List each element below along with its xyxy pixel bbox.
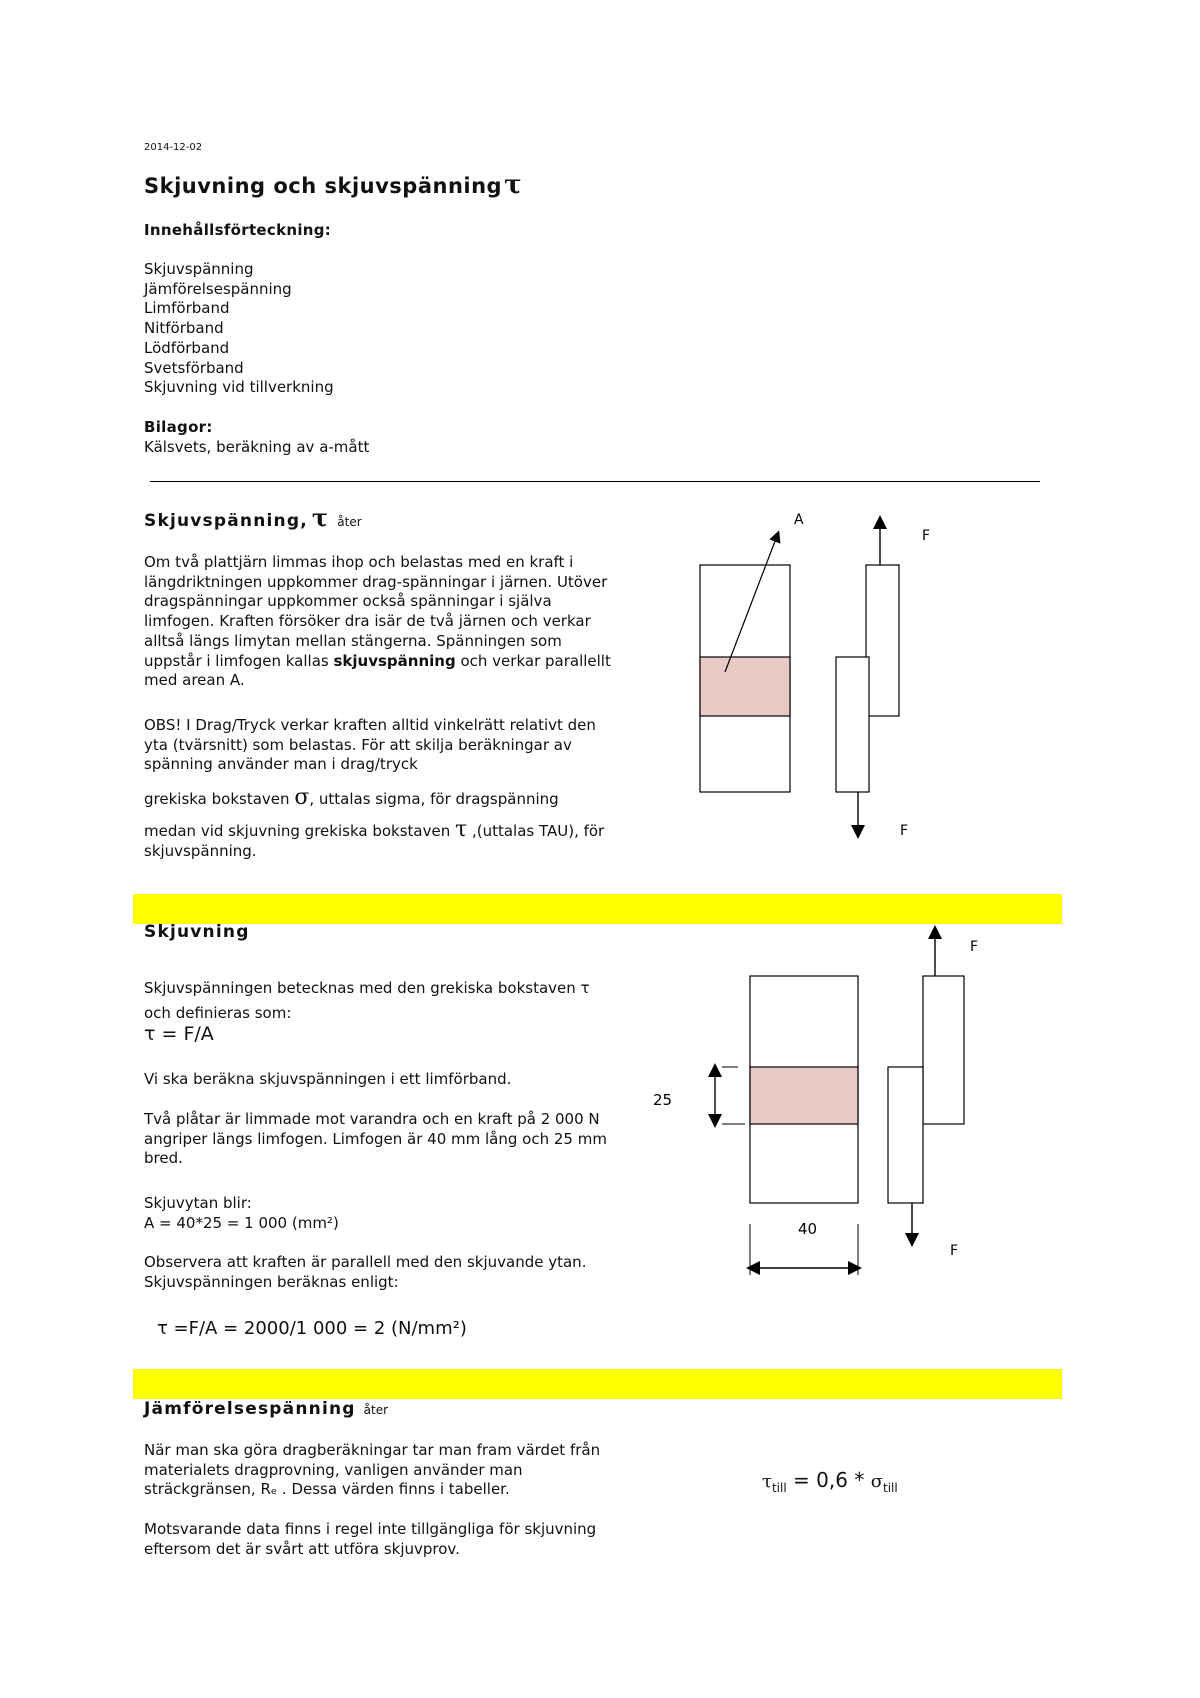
highlight-band (133, 1369, 1062, 1399)
area-calculation: A = 40*25 = 1 000 (mm²) (144, 1213, 339, 1232)
tau-symbol: τ (311, 503, 330, 532)
section-skjuvning-title: Skjuvning (144, 922, 250, 942)
section2-problem: Två plåtar är limmade mot varandra och en kraft på 2 000 N angriper längs limfogen. Limfogen är 40 mm lång och 25 mm bred. (144, 1110, 607, 1168)
section2-definition-text: Skjuvspänningen betecknas med den grekiska bokstaven τ och definieras som: (144, 979, 590, 1022)
title-separator: , (300, 511, 308, 531)
subscript-till: till (771, 1481, 787, 1495)
dim-label-25: 25 (653, 1091, 673, 1109)
section3-paragraph: När man ska göra dragberäkningar tar man fram värdet från materialets dragprovning, vanligen använder man sträckgränsen, Rₑ . Dessa värden finns i tabeller. (144, 1441, 601, 1499)
tau-line-end: ,(uttalas TAU), för skjuvspänning. (144, 822, 605, 860)
back-link[interactable]: åter (337, 515, 362, 529)
appendix-heading: Bilagor: (144, 418, 213, 436)
glue-joint-diagram (690, 500, 950, 850)
formula-middle: = 0,6 * (786, 1468, 871, 1492)
sigma-symbol: σ (870, 1471, 883, 1492)
plate-right-upper (923, 976, 964, 1124)
tau-symbol: τ (504, 170, 523, 200)
section1-paragraph (144, 553, 614, 691)
glue-joint (700, 657, 790, 716)
tau-symbol: τ (762, 1471, 772, 1492)
label-f-bottom: F (949, 1243, 958, 1259)
stress-calculation: τ =F/A = 2000/1 000 = 2 (N/mm²) (157, 1318, 467, 1339)
section-skjuvspanning-title (144, 503, 362, 532)
section-jamforelsespanning-title (144, 1399, 388, 1419)
page-title-text: Skjuvning och skjuvspänning (144, 174, 503, 198)
toc-item[interactable]: Skjuvning vid tillverkning (144, 378, 334, 397)
section3-paragraph-2: Motsvarande data finns i regel inte tillgängliga för skjuvning eftersom det är svårt att utföra skjuvprov. (144, 1520, 597, 1558)
sigma-symbol: σ (294, 785, 310, 810)
subscript-till: till (882, 1481, 898, 1495)
dim-label-40: 40 (798, 1220, 818, 1238)
section1-text-end: och verkar parallellt med arean A. (144, 651, 611, 690)
comparison-formula (762, 1468, 898, 1495)
page-title (144, 170, 522, 200)
glue-joint (750, 1067, 858, 1124)
toc-item[interactable]: Svetsförband (144, 358, 244, 377)
back-link[interactable]: åter (363, 1403, 389, 1417)
label-f-bottom: F (900, 823, 909, 839)
section2-observe: Observera att kraften är parallell med den skjuvande ytan. Skjuvspänningen beräknas enligt: (144, 1253, 587, 1291)
tau-line-text: medan vid skjuvning grekiska bokstaven (144, 822, 451, 840)
section1-bold-term: skjuvspänning (333, 651, 456, 670)
label-a: A (794, 512, 804, 528)
toc-item[interactable]: Jämförelsespänning (144, 279, 292, 298)
section2-area-text (144, 1194, 614, 1233)
toc-item[interactable]: Skjuvspänning (144, 260, 254, 278)
section1-text: Om två plattjärn limmas ihop och belastas med en kraft i längdriktningen uppkommer drag-spänningar i järnen. Utöver dragspänningar uppkommer också spänningar i själva limfogen. Kraften försöker dra isär de två järnen och verkar alltså längs limytan mellan stängerna. Spänningen som uppstår i limfogen kallas (144, 553, 608, 670)
section-title-text: Jämförelsespänning (144, 1399, 356, 1419)
area-heading: Skjuvytan blir: (144, 1194, 252, 1212)
toc-item[interactable]: Limförband (144, 299, 230, 318)
sigma-line-text: grekiska bokstaven (144, 790, 290, 808)
definition-formula: τ = F/A (144, 1023, 214, 1045)
bar-right-lower (836, 657, 869, 792)
appendix-item[interactable]: Kälsvets, beräkning av a-mått (144, 438, 370, 456)
sigma-line-end: , uttalas sigma, för dragspänning (309, 790, 559, 808)
divider (150, 481, 1040, 482)
toc-item[interactable]: Lödförband (144, 338, 230, 357)
bar-right-upper (866, 565, 899, 716)
toc-item[interactable]: Nitförband (144, 319, 224, 338)
document-date: 2014-12-02 (144, 142, 203, 153)
shear-dimension-diagram (640, 920, 980, 1280)
toc-heading: Innehållsförteckning: (144, 221, 332, 239)
label-f-top: F (969, 939, 978, 955)
section1-tau-line (144, 817, 614, 861)
label-f-top: F (922, 528, 931, 544)
section1-obs-paragraph: OBS! I Drag/Tryck verkar kraften alltid vinkelrätt relativt den yta (tvärsnitt) som belastas. För att skilja beräkningar av spänning använder man i drag/tryck (144, 716, 596, 774)
toc-list (144, 260, 334, 398)
tau-symbol: τ (455, 817, 468, 842)
section-title-text: Skjuvspänning (144, 511, 301, 531)
plate-right-lower (888, 1067, 923, 1203)
section1-sigma-line (144, 785, 624, 810)
section2-intro: Vi ska beräkna skjuvspänningen i ett limförband. (144, 1070, 512, 1088)
